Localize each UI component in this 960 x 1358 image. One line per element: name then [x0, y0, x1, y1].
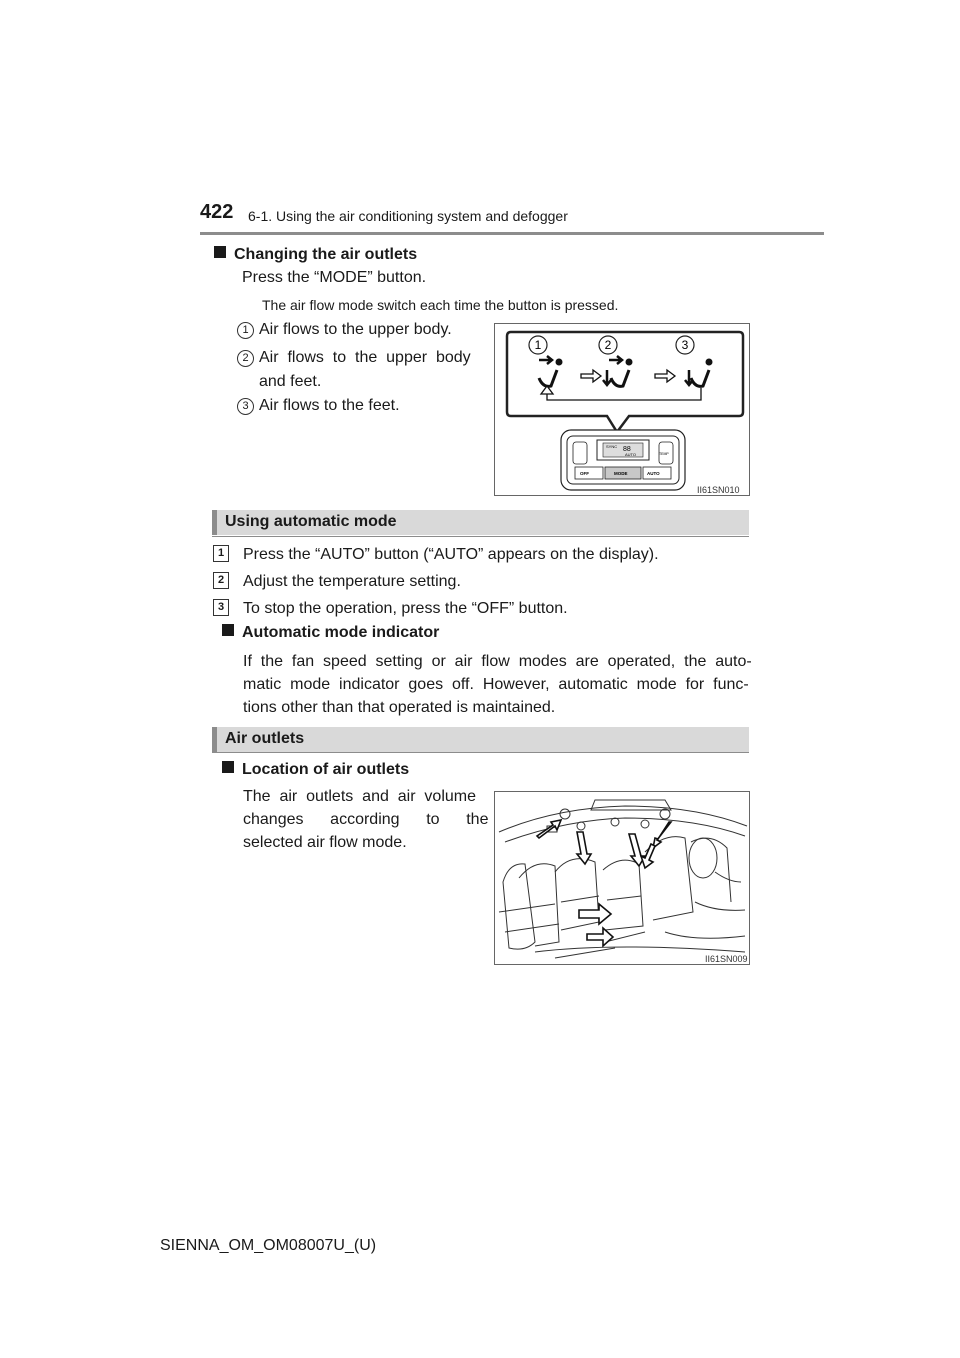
figure-label-3: 3: [681, 338, 689, 352]
section-title-text: Air outlets: [225, 730, 305, 747]
subheading-text: Automatic mode indicator: [242, 624, 440, 641]
step-text-2: Adjust the temperature setting.: [243, 573, 461, 590]
indicator-line-1: If the fan speed setting or air flow modes are operated, the auto-: [243, 653, 752, 670]
figure-code-2: II61SN009: [705, 954, 748, 964]
step-text-3: To stop the operation, press the “OFF” button.: [243, 600, 568, 617]
outlets-desc-line-3: selected air flow mode.: [243, 834, 407, 851]
section-rule: [212, 752, 749, 753]
figure-label-1: 1: [534, 338, 542, 352]
outlets-desc-line-2: changes according to the: [243, 811, 489, 828]
mode-note: The air flow mode switch each time the button is pressed.: [262, 297, 619, 313]
step-number-3: 3: [213, 599, 229, 616]
subheading-text: Location of air outlets: [242, 761, 410, 778]
page-number: 422: [200, 201, 234, 223]
panel-mode-button: MODE: [614, 471, 628, 476]
airflow-mode-figure: [494, 323, 750, 496]
panel-off-button: OFF: [580, 471, 589, 476]
panel-temp-display: 88: [623, 446, 631, 453]
item-text-3: Air flows to the feet.: [259, 397, 400, 414]
airflow-mode-illustration: [495, 324, 749, 495]
item-text-1: Air flows to the upper body.: [259, 321, 452, 338]
subheading-changing-outlets: [214, 246, 417, 264]
subheading-text: Changing the air outlets: [234, 246, 418, 263]
indicator-line-2: matic mode indicator goes off. However, automatic mode for func-: [243, 676, 749, 693]
figure-code-1: II61SN010: [697, 485, 740, 495]
square-bullet-icon: [214, 246, 226, 258]
square-bullet-icon: [222, 761, 234, 773]
vehicle-interior-illustration: [495, 792, 749, 964]
panel-sync-text: SYNC: [606, 444, 618, 449]
item-number-3: 3: [237, 398, 254, 415]
outlets-desc-line-1: The air outlets and air volume: [243, 788, 476, 805]
step-number-2: 2: [213, 572, 229, 589]
step-text-1: Press the “AUTO” button (“AUTO” appears on the display).: [243, 546, 659, 563]
figure-label-2: 2: [604, 338, 612, 352]
item-number-1: 1: [237, 322, 254, 339]
section-rule: [212, 536, 749, 537]
panel-auto-button: AUTO: [647, 471, 660, 476]
section-title-text: Using automatic mode: [225, 513, 397, 530]
step-number-1: 1: [213, 545, 229, 562]
air-outlets-figure: [494, 791, 750, 965]
square-bullet-icon: [222, 624, 234, 636]
subheading-automatic-indicator: [222, 624, 439, 642]
subheading-location-outlets: [222, 761, 409, 779]
item-text-2: Air flows to the upper body: [259, 349, 471, 366]
panel-auto-text: AUTO: [625, 452, 637, 457]
section-title-automatic-mode: [212, 510, 749, 535]
mode-instruction: Press the “MODE” button.: [242, 269, 427, 286]
item-text-2-cont: and feet.: [259, 373, 322, 390]
item-number-2: 2: [237, 350, 254, 367]
section-title-air-outlets: [212, 727, 749, 752]
running-header: 6-1. Using the air conditioning system and defogger: [248, 208, 568, 224]
footer-document-id: SIENNA_OM_OM08007U_(U): [160, 1237, 377, 1254]
indicator-line-3: tions other than that operated is maintained.: [243, 699, 556, 716]
header-rule: [200, 232, 824, 235]
panel-temp-label: TEMP: [659, 452, 669, 456]
